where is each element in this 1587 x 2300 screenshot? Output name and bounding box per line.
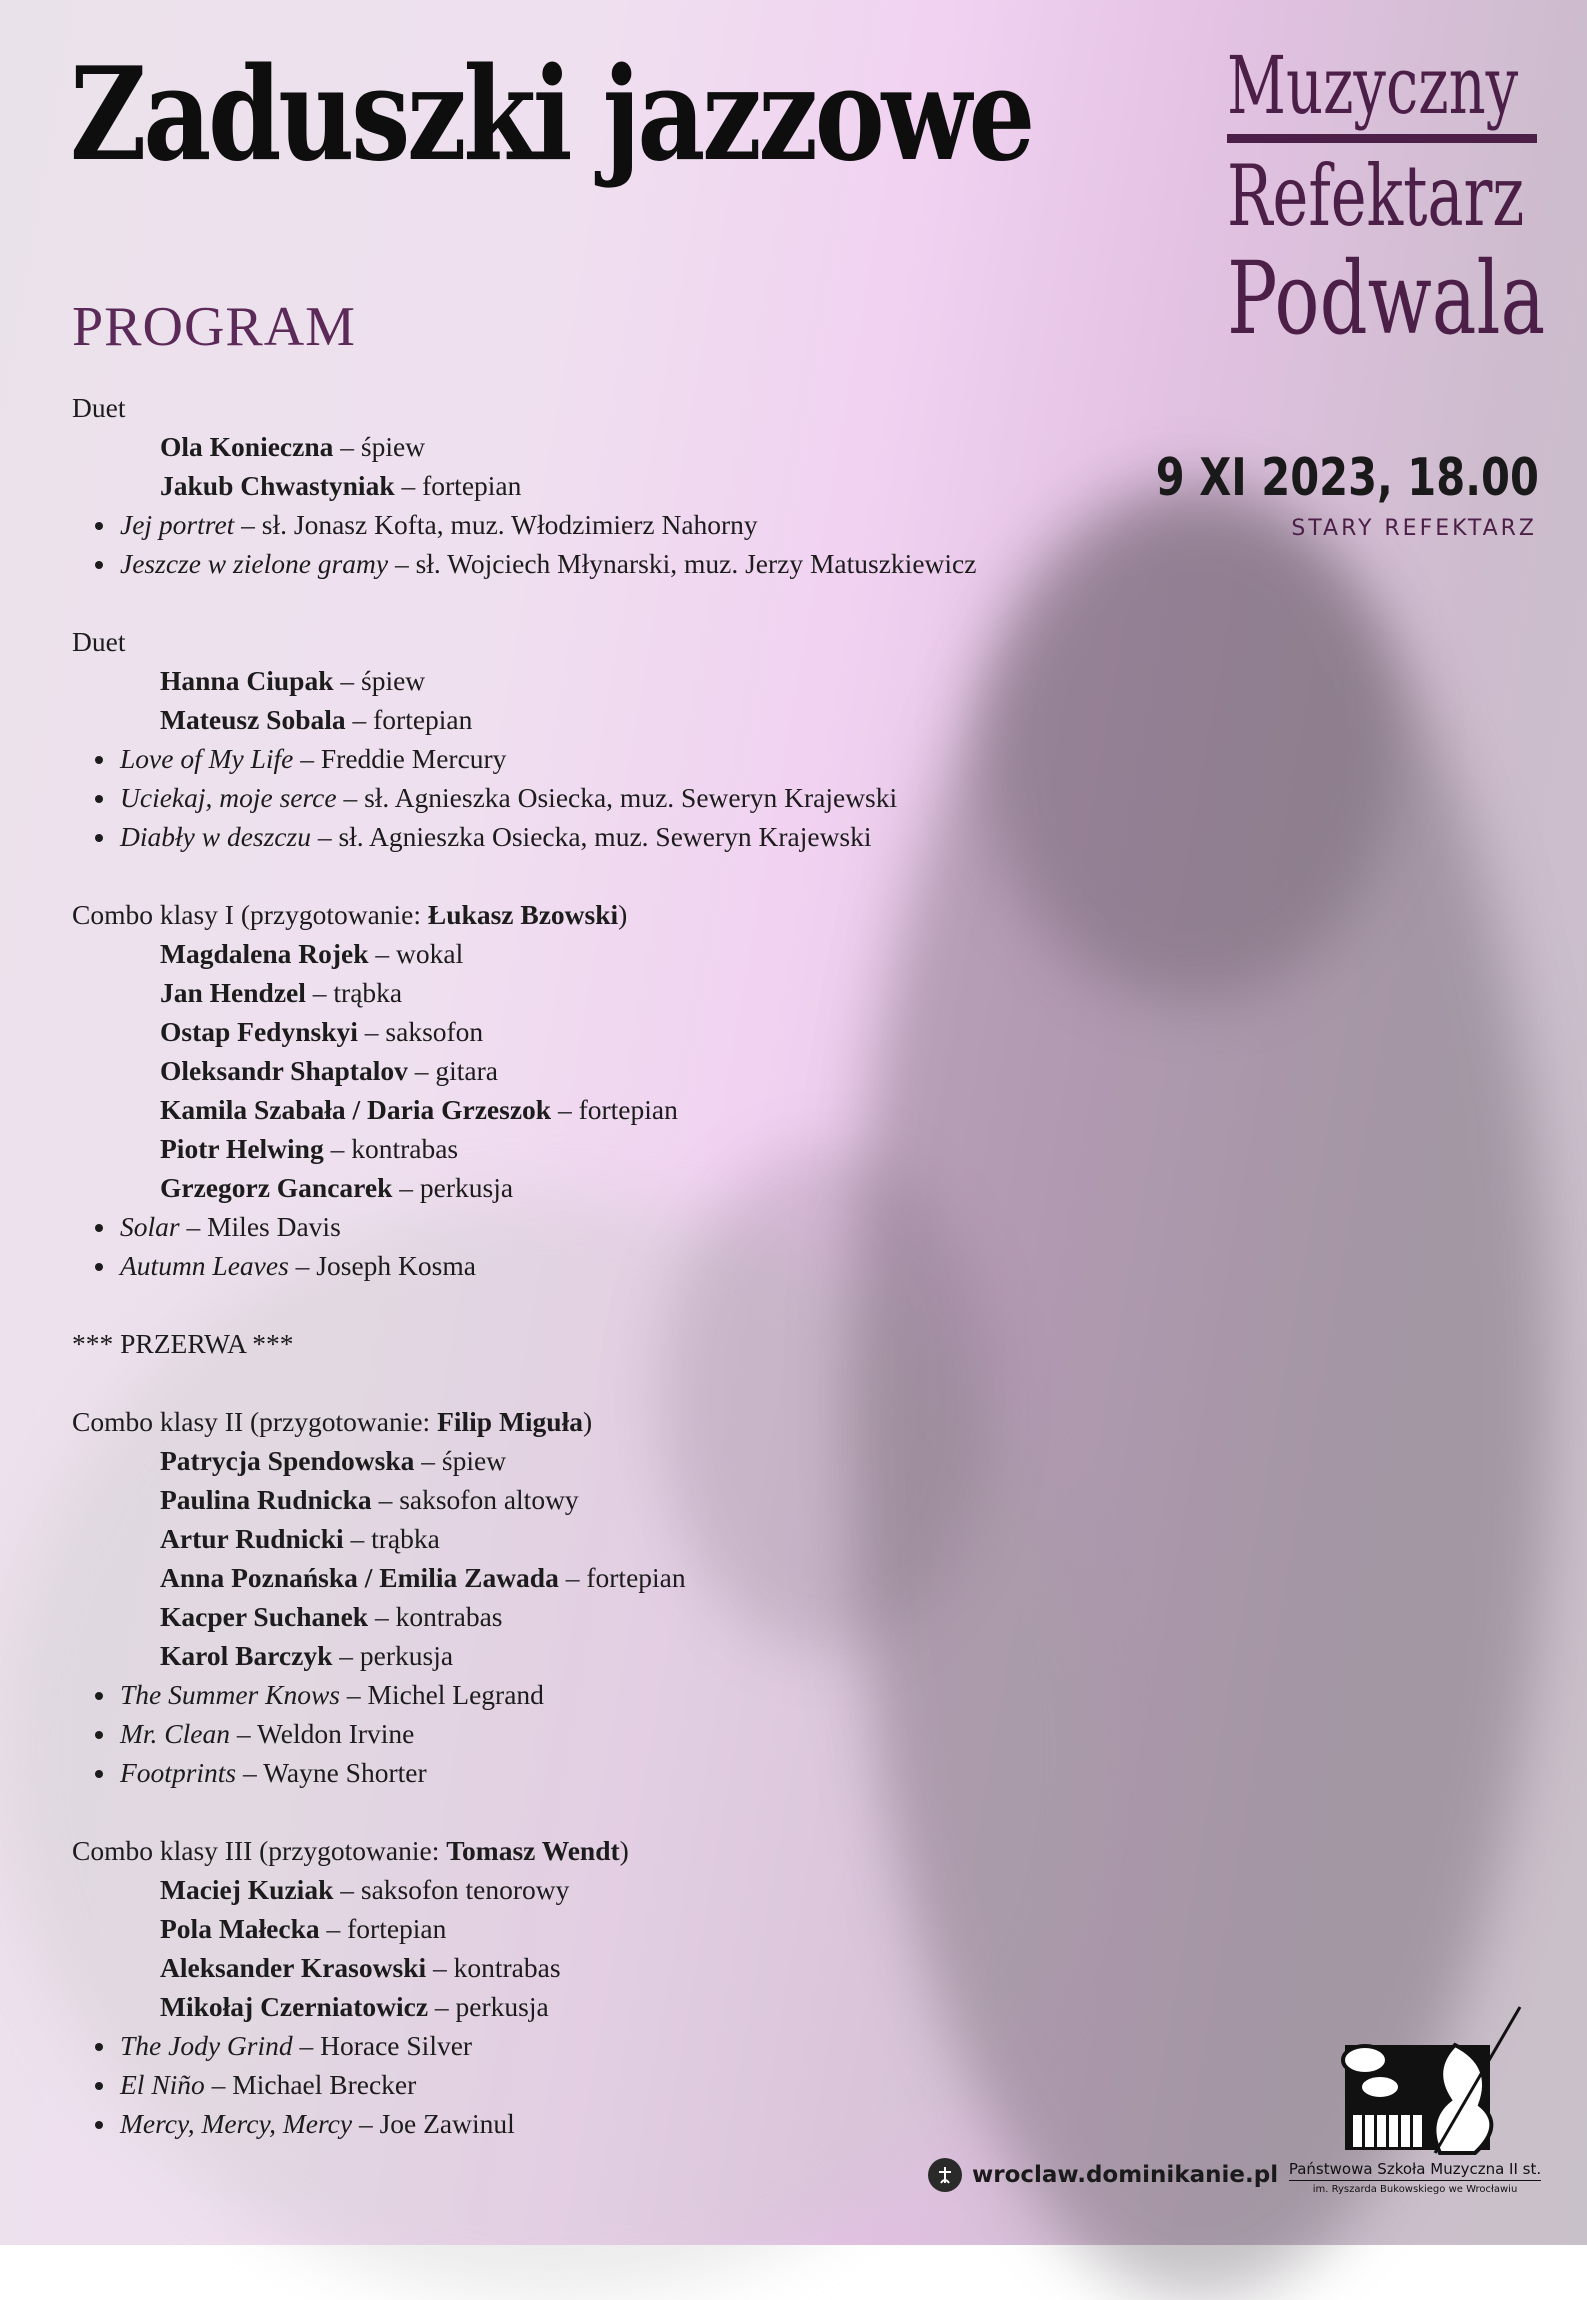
- performer-role: – fortepian: [551, 1094, 678, 1125]
- performer-role: – fortepian: [345, 704, 473, 735]
- performer-role: – wokal: [368, 938, 464, 969]
- piece-title: Jej portret: [120, 509, 235, 540]
- section-heading-text: Combo klasy III (przygotowanie:: [72, 1835, 447, 1866]
- performer-role: – śpiew: [333, 431, 426, 462]
- performer-role: – kontrabas: [368, 1601, 503, 1632]
- performer-row: [72, 1168, 1172, 1207]
- piece-title: The Summer Knows: [120, 1679, 341, 1710]
- performer-row: [72, 1090, 1172, 1129]
- performer-row: [72, 1129, 1172, 1168]
- performer-row: [72, 1987, 1172, 2026]
- performer-row: [72, 1480, 1172, 1519]
- piece-credit: – sł. Jonasz Kofta, muz. Włodzimierz Nahorny: [234, 509, 758, 540]
- section-heading: [72, 1402, 1172, 1441]
- section-heading: [72, 1831, 1172, 1870]
- performer-row: [72, 1519, 1172, 1558]
- piece-item: [118, 544, 1172, 583]
- performer-name: Oleksandr Shaptalov: [160, 1055, 408, 1086]
- performer-name: Artur Rudnicki: [160, 1523, 344, 1554]
- performer-name: Jan Hendzel: [160, 977, 306, 1008]
- piece-title: Uciekaj, moje serce: [120, 782, 337, 813]
- section-heading-text: Duet: [72, 626, 126, 657]
- performer-row: [72, 1597, 1172, 1636]
- performer-name: Piotr Helwing: [160, 1133, 324, 1164]
- piece-item: [118, 2065, 1172, 2104]
- performer-name: Magdalena Rojek: [160, 938, 369, 969]
- section-heading-close: ): [582, 1406, 593, 1437]
- brand-line-1: Muzyczny: [1227, 39, 1519, 132]
- performer-name: Mateusz Sobala: [160, 704, 346, 735]
- performer-name: Paulina Rudnicka: [160, 1484, 372, 1515]
- piece-item: [118, 2104, 1172, 2143]
- piece-credit: – Joe Zawinul: [352, 2108, 515, 2139]
- performer-row: [72, 934, 1172, 973]
- performer-name: Ola Konieczna: [160, 431, 334, 462]
- piece-title: Jeszcze w zielone gramy: [120, 548, 389, 579]
- performer-role: – perkusja: [392, 1172, 514, 1203]
- piece-credit: – Miles Davis: [179, 1211, 341, 1242]
- piece-credit: – Wayne Shorter: [236, 1757, 427, 1788]
- performer-row: [72, 1909, 1172, 1948]
- performer-row: [72, 1636, 1172, 1675]
- piece-title: Love of My Life: [120, 743, 294, 774]
- performer-row: [72, 1441, 1172, 1480]
- performer-name: Patrycja Spendowska: [160, 1445, 415, 1476]
- performer-row: [72, 1012, 1172, 1051]
- performer-row: [72, 1870, 1172, 1909]
- piece-title: Diabły w deszczu: [120, 821, 311, 852]
- music-school-logo-icon: [1305, 2005, 1525, 2155]
- performer-role: – trąbka: [343, 1523, 440, 1554]
- piece-title: The Jody Grind: [120, 2030, 293, 2061]
- performer-row: [72, 973, 1172, 1012]
- piece-title: Solar: [120, 1211, 180, 1242]
- performer-role: – saksofon tenorowy: [333, 1874, 570, 1905]
- event-date: 9 XI 2023, 18.00: [1155, 448, 1539, 508]
- piece-item: [118, 1714, 1172, 1753]
- piece-item: [118, 817, 1172, 856]
- piece-title: El Niño: [120, 2069, 205, 2100]
- performer-role: – perkusja: [332, 1640, 454, 1671]
- brand-logo: [1227, 39, 1546, 357]
- section-teacher: Łukasz Bzowski: [427, 899, 619, 930]
- pieces-list: [72, 505, 1172, 583]
- program-section: [72, 895, 1172, 1285]
- piece-item: [118, 505, 1172, 544]
- school-name: Państwowa Szkoła Muzyczna II st.: [1289, 2160, 1541, 2181]
- performer-row: [72, 1948, 1172, 1987]
- piece-credit: – Horace Silver: [292, 2030, 473, 2061]
- performer-role: – saksofon altowy: [371, 1484, 579, 1515]
- performer-name: Hanna Ciupak: [160, 665, 334, 696]
- piece-credit: – Freddie Mercury: [293, 743, 507, 774]
- piece-credit: – Michel Legrand: [340, 1679, 544, 1710]
- section-heading: [72, 388, 1172, 427]
- piece-credit: – sł. Agnieszka Osiecka, muz. Seweryn Krajewski: [336, 782, 898, 813]
- program-list: [72, 388, 1172, 2182]
- section-heading: [72, 622, 1172, 661]
- event-venue: STARY REFEKTARZ: [1291, 516, 1537, 541]
- performer-name: Ostap Fedynskyi: [160, 1016, 358, 1047]
- performer-role: – kontrabas: [323, 1133, 459, 1164]
- performer-row: [72, 466, 1172, 505]
- piece-item: [118, 1675, 1172, 1714]
- pieces-list: [72, 1207, 1172, 1285]
- pieces-list: [72, 2026, 1172, 2143]
- intermission-line: *** PRZERWA ***: [72, 1328, 294, 1359]
- performer-name: Kacper Suchanek: [160, 1601, 369, 1632]
- piece-item: [118, 2026, 1172, 2065]
- website-text: wroclaw.dominikanie.pl: [972, 2162, 1279, 2188]
- performer-name: Karol Barczyk: [160, 1640, 333, 1671]
- program-heading: PROGRAM: [72, 296, 356, 358]
- section-heading-text: Combo klasy II (przygotowanie:: [72, 1406, 438, 1437]
- program-section: [72, 622, 1172, 856]
- piece-title: Autumn Leaves: [120, 1250, 289, 1281]
- piece-item: [118, 1246, 1172, 1285]
- pieces-list: [72, 1675, 1172, 1792]
- performer-role: – kontrabas: [426, 1952, 561, 1983]
- performer-role: – trąbka: [305, 977, 403, 1008]
- performer-name: Jakub Chwastyniak: [160, 470, 395, 501]
- section-heading-text: Combo klasy I (przygotowanie:: [72, 899, 428, 930]
- piece-item: [118, 1753, 1172, 1792]
- school-logo: [1280, 2005, 1550, 2195]
- piece-item: [118, 778, 1172, 817]
- piece-title: Mercy, Mercy, Mercy: [120, 2108, 353, 2139]
- piece-credit: – sł. Wojciech Młynarski, muz. Jerzy Matuszkiewicz: [388, 548, 977, 579]
- performer-role: – perkusja: [428, 1991, 549, 2022]
- section-heading-close: ): [618, 899, 628, 930]
- brand-rule: [1227, 134, 1537, 143]
- performer-role: – saksofon: [357, 1016, 484, 1047]
- piece-credit: – Joseph Kosma: [288, 1250, 476, 1281]
- performer-row: [72, 661, 1172, 700]
- dominican-logo-icon: [928, 2158, 962, 2192]
- section-teacher: Tomasz Wendt: [446, 1835, 620, 1866]
- performer-name: Maciej Kuziak: [160, 1874, 334, 1905]
- performer-row: [72, 1558, 1172, 1597]
- piece-credit: – Michael Brecker: [204, 2069, 417, 2100]
- piece-item: [118, 739, 1172, 778]
- performer-role: – śpiew: [414, 1445, 507, 1476]
- performer-role: – fortepian: [558, 1562, 686, 1593]
- poster-title: Zaduszki jazzowe: [70, 40, 1033, 190]
- performer-row: [72, 1051, 1172, 1090]
- performer-name: Aleksander Krasowski: [160, 1952, 427, 1983]
- performer-row: [72, 700, 1172, 739]
- program-section: [72, 388, 1172, 583]
- performer-role: – śpiew: [333, 665, 426, 696]
- performer-role: – gitara: [407, 1055, 498, 1086]
- program-section: [72, 1831, 1172, 2143]
- section-heading-text: Duet: [72, 392, 126, 423]
- brand-line-3: Podwala: [1227, 240, 1546, 357]
- program-section: [72, 1402, 1172, 1792]
- piece-credit: – Weldon Irvine: [230, 1718, 415, 1749]
- performer-name: Mikołaj Czerniatowicz: [160, 1991, 429, 2022]
- performer-role: – fortepian: [319, 1913, 447, 1944]
- performer-name: Grzegorz Gancarek: [160, 1172, 393, 1203]
- performer-name: Pola Małecka: [160, 1913, 320, 1944]
- school-subtitle: im. Ryszarda Bukowskiego we Wrocławiu: [1312, 2184, 1518, 2195]
- section-teacher: Filip Miguła: [437, 1406, 583, 1437]
- pieces-list: [72, 739, 1172, 856]
- section-heading-close: ): [619, 1835, 629, 1866]
- brand-line-2: Refektarz: [1227, 147, 1525, 245]
- piece-title: Mr. Clean: [120, 1718, 230, 1749]
- website-link[interactable]: [928, 2158, 1278, 2192]
- piece-credit: – sł. Agnieszka Osiecka, muz. Seweryn Krajewski: [310, 821, 872, 852]
- section-heading: [72, 895, 1172, 934]
- performer-name: Kamila Szabała / Daria Grzeszok: [160, 1094, 552, 1125]
- performer-name: Anna Poznańska / Emilia Zawada: [160, 1562, 559, 1593]
- piece-title: Footprints: [120, 1757, 237, 1788]
- piece-item: [118, 1207, 1172, 1246]
- performer-role: – fortepian: [394, 470, 522, 501]
- performer-row: [72, 427, 1172, 466]
